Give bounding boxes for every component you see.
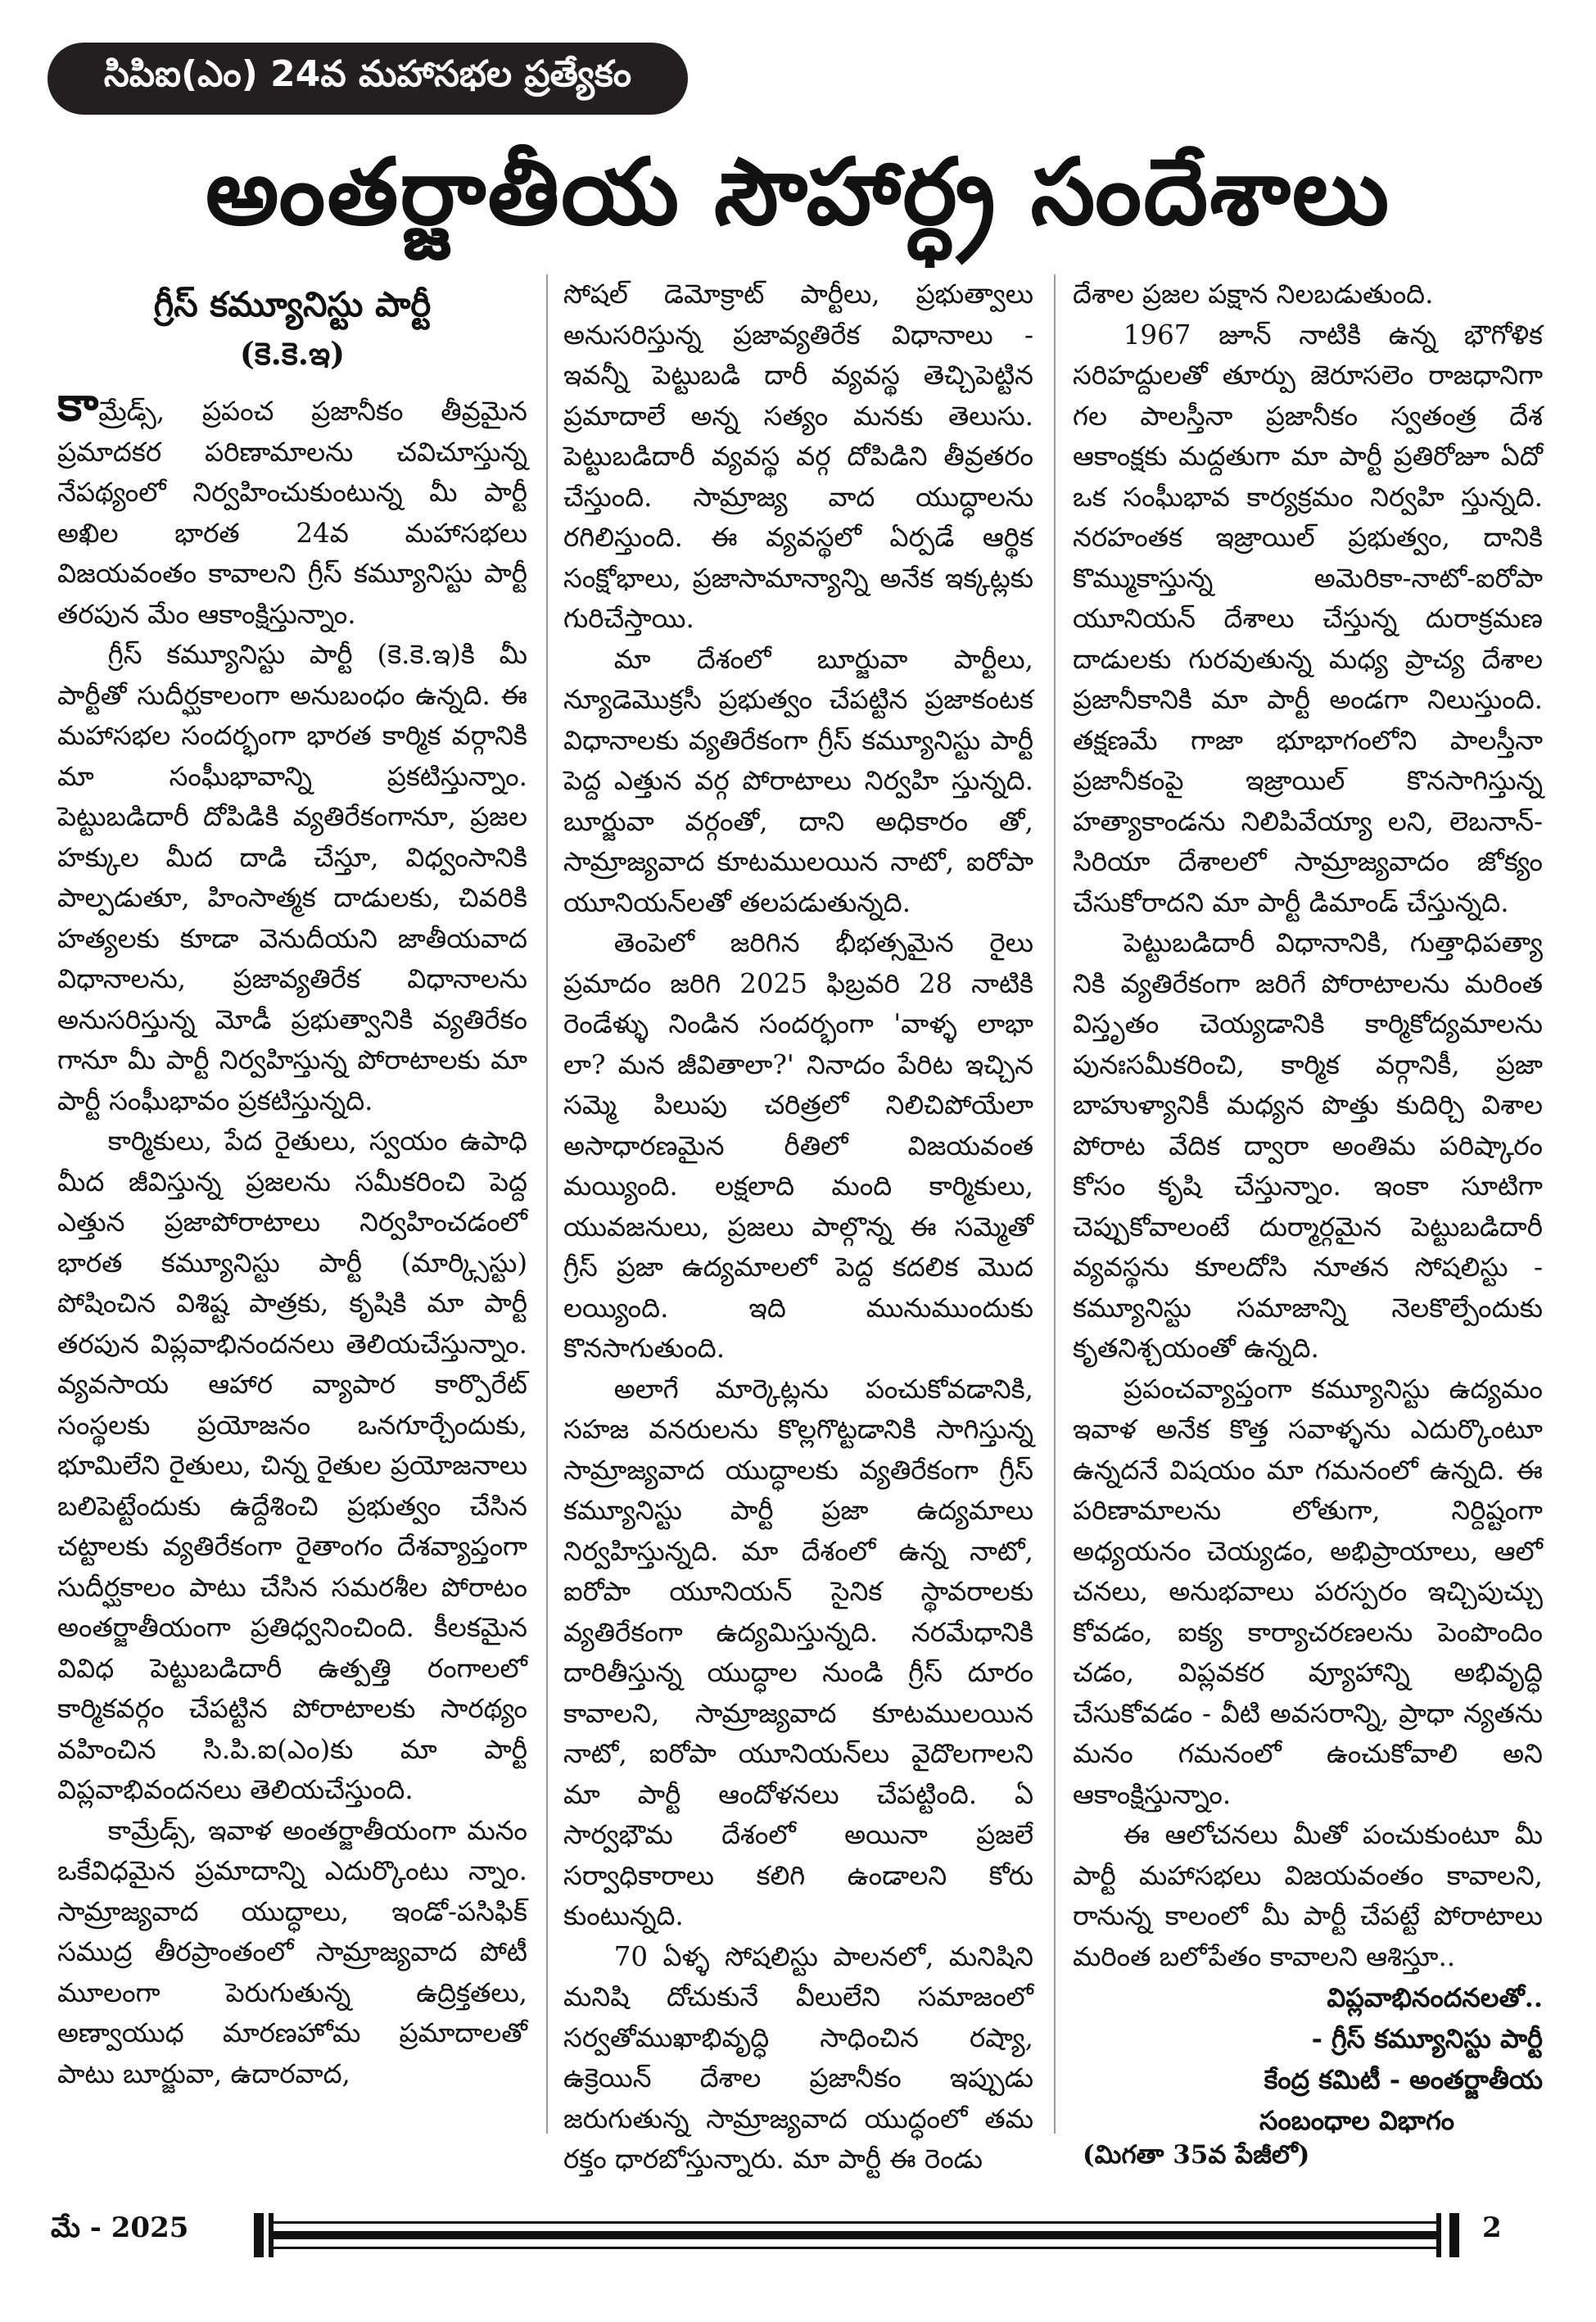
paragraph: సోషల్ డెమోక్రాట్ పార్టీలు, ప్రభుత్వాలు అనుసరిస్తున్న ప్రజావ్యతిరేక విధానాలు - ఇవన్నీ పెట్టుబడి దారీ వ్యవస్థ తెచ్చిపెట్టిన ప్రమాదాలే అన్న సత్యం మనకు తెలుసు. పెట్టుబడిదారీ వ్యవస్థ వర్గ దోపిడిని తీవ్రతరం చేస్తుంది. సామ్రాజ్య వాద యుద్ధాలను రగిలిస్తుంది. ఈ వ్యవస్థలో ఏర్పడే ఆర్థిక సంక్షోభాలు, ప్రజాసామాన్యాన్ని అనేక ఇక్కట్లకు గురిచేస్తాయి. xyxy=(563,278,1033,634)
footer-rule xyxy=(270,2221,1437,2224)
article-column-2 xyxy=(563,274,1033,2175)
footer-rule-end xyxy=(1449,2213,1459,2257)
column-divider xyxy=(1054,274,1056,2134)
paragraph: కామ్రేడ్స్, ఇవాళ అంతర్జాతీయంగా మనం ఒకేవిధమైన ప్రమాదాన్ని ఎదుర్కొంటు న్నాం. సామ్రాజ్యవాద యుద్ధాలు, ఇండో-పసిఫిక్ సముద్ర తీరప్రాంతంలో సామ్రాజ్యవాద పోటీ మూలంగా పెరుగుతున్న ఉద్రిక్తతలు, అణ్వాయుధ మారణహోమ ప్రమాదాలతో పాటు బూర్జువా, ఉదారవాద, xyxy=(57,1814,527,2089)
column-divider xyxy=(546,274,548,2134)
party-name: గ్రీస్ కమ్యూనిస్టు పార్టీ xyxy=(153,284,432,324)
footer-rule xyxy=(270,2247,1437,2249)
article-column-3 xyxy=(1073,274,1543,2134)
paragraph: తెంపెలో జరిగిన భీభత్సమైన రైలు ప్రమాదం జరిగి 2025 ఫిబ్రవరి 28 నాటికి రెండేళ్ళు నిండిన సందర్భంగా 'వాళ్ళ లాభా లా? మన జీవితాలా?' నినాదం పేరిట ఇచ్చిన సమ్మె పిలుపు చరిత్రలో నిలిచిపోయేలా అసాధారణమైన రీతిలో విజయవంత మయ్యింది. లక్షలాది మంది కార్మికులు, యువజనులు, ప్రజలు పాల్గొన్న ఈ సమ్మెతో గ్రీస్ ప్రజా ఉద్యమాలలో పెద్ద కదలిక మొద లయ్యింది. ఇది మునుముందుకు కొనసాగుతుంది. xyxy=(563,927,1033,1364)
footer-rule-end xyxy=(254,2213,264,2257)
continued-note: (మిగతా 35వ పేజీలో) xyxy=(1083,2140,1310,2170)
issue-date: మే - 2025 xyxy=(51,2211,189,2244)
paragraph: గ్రీస్ కమ్యూనిస్టు పార్టీ (కె.కె.ఇ)కి మీ పార్టీతో సుదీర్ఘకాలంగా అనుబంధం ఉన్నది. ఈ మహాసభల సందర్భంగా భారత కార్మిక వర్గానికి మా సంఘీభావాన్ని ప్రకటిస్తున్నాం. పెట్టుబడిదారీ దోపిడికి వ్యతిరేకంగానూ, ప్రజల హక్కుల మీద దాడి చేస్తూ, విధ్వంసానికి పాల్పడుతూ, హింసాత్మక దాడులకు, చివరికి హత్యలకు కూడా వెనుదీయని జాతీయవాద విధానాలను, ప్రజావ్యతిరేక విధానాలను అనుసరిస్తున్న మోడీ ప్రభుత్వానికి వ్యతిరేకం గానూ మీ పార్టీ నిర్వహిస్తున్న పోరాటాలకు మా పార్టీ సంఘీభావం ప్రకటిస్తున్నది. xyxy=(57,639,527,1116)
paragraph: ప్రపంచవ్యాప్తంగా కమ్యూనిస్టు ఉద్యమం ఇవాళ అనేక కొత్త సవాళ్ళను ఎదుర్కొంటూ ఉన్నదనే విషయం మా గమనంలో ఉన్నది. ఈ పరిణామాలను లోతుగా, నిర్దిష్టంగా అధ్యయనం చెయ్యడం, అభిప్రాయాలు, ఆలో చనలు, అనుభవాలు పరస్పరం ఇచ్చిపుచ్చు కోవడం, ఐక్య కార్యాచరణలను పెంపొందిం చడం, విప్లవకర వ్యూహాన్ని అభివృద్ధి చేసుకోవడం - వీటి అవసరాన్ని, ప్రాధా న్యతను మనం గమనంలో ఉంచుకోవాలి అని ఆకాంక్షిస్తున్నాం. xyxy=(1073,1373,1543,1810)
page-headline: అంతర్జాతీయ సౌహార్ధ్ర సందేశాలు xyxy=(205,139,1391,246)
paragraph: కార్మికులు, పేద రైతులు, స్వయం ఉపాధి మీద జీవిస్తున్న ప్రజలను సమీకరించి పెద్ద ఎత్తున ప్రజాపోరాటాలు నిర్వహించడంలో భారత కమ్యూనిస్టు పార్టీ (మార్క్సిస్టు) పోషించిన విశిష్ట పాత్రకు, కృషికి మా పార్టీ తరపున విప్లవాభినందనలు తెలియచేస్తున్నాం. వ్యవసాయ ఆహార వ్యాపార కార్పొరేట్ సంస్థలకు ప్రయోజనం ఒనగూర్చేందుకు, భూమిలేని రైతులు, చిన్న రైతుల ప్రయోజనాలు బలిపెట్టేందుకు ఉద్దేశించి ప్రభుత్వం చేసిన చట్టాలకు వ్యతిరేకంగా రైతాంగం దేశవ్యాప్తంగా సుదీర్ఘకాలం పాటు చేసిన సమరశీల పోరాటం అంతర్జాతీయంగా ప్రతిధ్వనించింది. కీలకమైన వివిధ పెట్టుబడిదారీ ఉత్పత్తి రంగాలలో కార్మికవర్గం చేపట్టిన పోరాటాలకు సారథ్యం వహించిన సి.పి.ఐ(ఎం)కు మా పార్టీ విప్లవాభివందనలు తెలియచేస్తుంది. xyxy=(57,1125,527,1805)
paragraph: 1967 జూన్ నాటికి ఉన్న భౌగోళిక సరిహద్దులతో తూర్పు జెరూసలెం రాజధానిగా గల పాలస్తీనా ప్రజానీకం స్వతంత్ర దేశ ఆకాంక్షకు మద్దతుగా మా పార్టీ ప్రతిరోజూ ఏదో ఒక సంఘీభావ కార్యక్రమం నిర్వహి స్తున్నది. నరహంతక ఇజ్రాయిల్ ప్రభుత్వం, దానికి కొమ్ముకాస్తున్న అమెరికా-నాటో-ఐరోపా యూనియన్ దేశాలు చేస్తున్న దురాక్రమణ దాడులకు గురవుతున్న మధ్య ప్రాచ్య దేశాల ప్రజానీకానికి మా పార్టీ అండగా నిలుస్తుంది. తక్షణమే గాజా భూభాగంలోని పాలస్తీనా ప్రజానీకంపై ఇజ్రాయిల్ కొనసాగిస్తున్న హత్యాకాండను నిలిపివేయ్యా లని, లెబనాన్-సిరియా దేశాలలో సామ్రాజ్యవాదం జోక్యం చేసుకోరాదని మా పార్టీ డిమాండ్ చేస్తున్నది. xyxy=(1073,319,1543,918)
signoff-department: సంబంధాల విభాగం xyxy=(1259,2105,1454,2136)
page-number: 2 xyxy=(1482,2211,1502,2244)
drop-cap: కా xyxy=(57,376,99,432)
footer-rule-end xyxy=(269,2213,274,2257)
paragraph: కామ్రేడ్స్, ప్రపంచ ప్రజానీకం తీవ్రమైన ప్రమాదకర పరిణామాలను చవిచూస్తున్న నేపథ్యంలో నిర్వహించుకుంటున్న మీ పార్టీ అఖిల భారత 24వ మహాసభలు విజయవంతం కావాలని గ్రీస్ కమ్యూనిస్టు పార్టీ తరపున మేం ఆకాంక్షిస్తున్నాం. xyxy=(57,376,527,630)
signoff-greeting: విప్లవాభినందనలతో.. xyxy=(1327,1982,1543,2013)
footer-rule xyxy=(270,2231,1437,2239)
paragraph: అలాగే మార్కెట్లను పంచుకోవడానికి, సహజ వనరులను కొల్లగొట్టడానికి సాగిస్తున్న సామ్రాజ్యవాద యుద్ధాలకు వ్యతిరేకంగా గ్రీస్ కమ్యూనిస్టు పార్టీ ప్రజా ఉద్యమాలు నిర్వహిస్తున్నది. మా దేశంలో ఉన్న నాటో, ఐరోపా యూనియన్ సైనిక స్థావరాలకు వ్యతిరేకంగా ఉద్యమిస్తున్నది. నరమేధానికి దారితీస్తున్న యుద్ధాల నుండి గ్రీస్ దూరం కావాలని, సామ్రాజ్యవాద కూటములయిన నాటో, ఐరోపా యూనియన్‌లు వైదొలగాలని మా పార్టీ ఆందోళనలు చేపట్టింది. ఏ సార్వభౌమ దేశంలో అయినా ప్రజలే సర్వాధికారాలు కలిగి ఉండాలని కోరు కుంటున్నది. xyxy=(563,1373,1033,1931)
paragraph: పెట్టుబడిదారీ విధానానికి, గుత్తాధిపత్యా నికి వ్యతిరేకంగా జరిగే పోరాటాలను మరింత విస్తృతం చెయ్యడానికి కార్మికోద్యమాలను పునఃసమీకరించి, కార్మిక వర్గానికీ, ప్రజా బాహుళ్యానికీ మధ్యన పొత్తు కుదిర్చి విశాల పోరాట వేదిక ద్వారా అంతిమ పరిష్కారం కోసం కృషి చేస్తున్నాం. ఇంకా సూటిగా చెప్పుకోవాలంటే దుర్మార్గమైన పెట్టుబడిదారీ వ్యవస్థను కూలదోసి నూతన సోషలిస్టు - కమ్యూనిస్టు సమాజాన్ని నెలకొల్పేందుకు కృతనిశ్చయంతో ఉన్నది. xyxy=(1073,927,1543,1364)
signoff-party: - గ్రీస్ కమ్యూనిస్టు పార్టీ xyxy=(1311,2023,1543,2054)
footer-rule-end xyxy=(1436,2213,1441,2257)
paragraph: మా దేశంలో బూర్జువా పార్టీలు, న్యూడెమొక్రసీ ప్రభుత్వం చేపట్టిన ప్రజాకంటక విధానాలకు వ్యతిరేకంగా గ్రీస్ కమ్యూనిస్టు పార్టీ పెద్ద ఎత్తున వర్గ పోరాటాలు నిర్వహి స్తున్నది. బూర్జువా వర్గంతో, దాని అధికారం తో, సామ్రాజ్యవాద కూటములయిన నాటో, ఐరోపా యూనియన్‌లతో తలపడుతున్నది. xyxy=(563,643,1033,918)
signoff-committee: కేంద్ర కమిటీ - అంతర్జాతీయ xyxy=(1264,2064,1543,2095)
section-banner: సిపిఐ(ఎం) 24వ మహాసభల ప్రత్యేకం xyxy=(47,43,688,115)
paragraph: దేశాల ప్రజల పక్షాన నిలబడుతుంది. xyxy=(1073,278,1434,310)
party-abbreviation: (కె.కె.ఇ) xyxy=(239,335,346,372)
paragraph: ఈ ఆలోచనలు మీతో పంచుకుంటూ మీ పార్టీ మహాసభలు విజయవంతం కావాలని, రానున్న కాలంలో మీ పార్టీ చేపట్టే పోరాటాలు మరింత బలోపేతం కావాలని ఆశిస్తూ.. xyxy=(1073,1819,1543,1972)
article-column-1 xyxy=(57,274,527,2134)
paragraph: 70 ఏళ్ళ సోషలిస్టు పాలనలో, మనిషిని మనిషి దోచుకునే వీలులేని సమాజంలో సర్వతోముఖాభివృద్ధి సాధించిన రష్యా, ఉక్రెయిన్ దేశాల ప్రజానీకం ఇప్పుడు జరుగుతున్న సామ్రాజ్యవాద యుద్ధంలో తమ రక్తం ధారబోస్తున్నారు. మా పార్టీ ఈ రెండు xyxy=(563,1940,1033,2175)
